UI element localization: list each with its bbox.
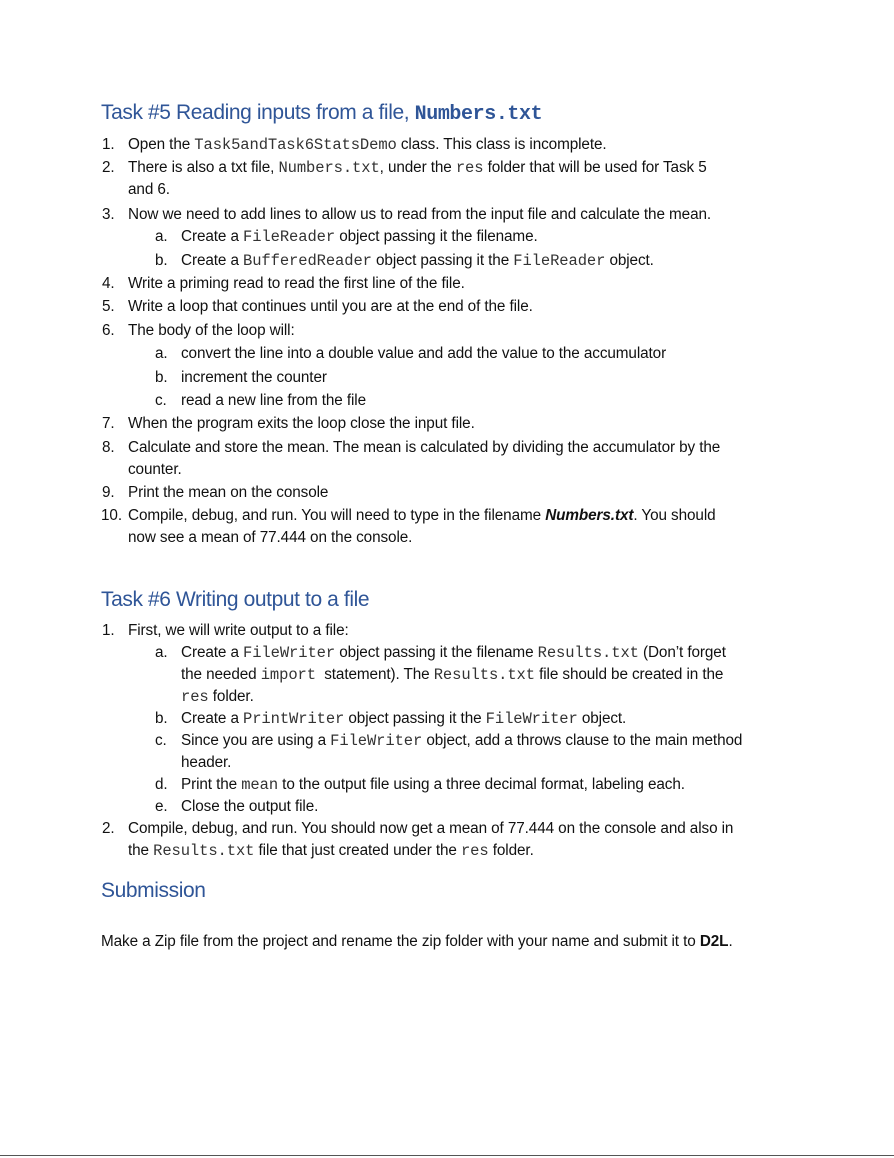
text: , under the <box>379 159 456 176</box>
task5-item7: When the program exits the loop close the input file. <box>128 415 475 432</box>
task5-item1-number: 1. <box>102 136 115 153</box>
task5-item1 <box>128 134 607 156</box>
task5-item9-number: 9. <box>102 484 115 501</box>
task6-item1a <box>181 642 726 664</box>
class-name: PrintWriter <box>243 710 345 728</box>
task6-item2: Compile, debug, and run. You should now get a mean of 77.444 on the console and also in <box>128 820 734 837</box>
task5-item8-continued: counter. <box>128 461 182 478</box>
text: object passing it the <box>344 710 486 727</box>
folder-name: res <box>460 842 489 860</box>
task5-item9: Print the mean on the console <box>128 484 329 501</box>
class-name: FileWriter <box>243 644 336 662</box>
task5-item8-number: 8. <box>102 439 115 456</box>
task5-item10 <box>128 505 716 527</box>
text: statement). The <box>315 666 434 683</box>
task5-item7-number: 7. <box>102 415 115 432</box>
task5-item3b <box>181 250 654 272</box>
submission-heading: Submission <box>101 879 206 902</box>
task6-item1d <box>181 774 685 796</box>
task5-item10-continued: now see a mean of 77.444 on the console. <box>128 529 413 546</box>
submission-text <box>101 931 733 953</box>
task5-item6a-letter: a. <box>155 345 168 362</box>
class-name: BufferedReader <box>243 252 372 270</box>
folder-name: res <box>181 688 209 706</box>
text: folder that will be used for Task 5 <box>483 159 707 176</box>
text: Since you are using a <box>181 732 331 749</box>
text: Create a <box>181 644 244 661</box>
task5-item3b-letter: b. <box>155 252 168 269</box>
task5-item6-number: 6. <box>102 322 115 339</box>
task6-item1b-letter: b. <box>155 710 168 727</box>
task5-item4-number: 4. <box>102 275 115 292</box>
text: (Don’t forget <box>638 644 726 661</box>
text: object passing it the filename <box>335 644 538 661</box>
folder-name: res <box>455 159 484 177</box>
task6-heading: Task #6 Writing output to a file <box>101 588 370 611</box>
file-name: Numbers.txt <box>278 159 380 177</box>
task5-item6b: increment the counter <box>181 369 327 386</box>
text: . You should <box>633 507 716 524</box>
task6-item1c-letter: c. <box>155 732 167 749</box>
text: class. This class is incomplete. <box>396 136 607 153</box>
text: folder. <box>208 688 254 705</box>
task6-item1-number: 1. <box>102 622 115 639</box>
class-name: FileWriter <box>485 710 578 728</box>
task5-item10-number: 10. <box>101 507 122 524</box>
task6-item1b <box>181 708 626 730</box>
task5-item6c: read a new line from the file <box>181 392 367 409</box>
text: file that just created under the <box>254 842 461 859</box>
variable-name: mean <box>241 776 279 794</box>
text: Create a <box>181 252 244 269</box>
text: object passing it the filename. <box>335 228 538 245</box>
text: the <box>128 842 154 859</box>
task6-item1a-line2 <box>181 664 723 686</box>
task5-heading-text: Task #5 Reading inputs from a file, <box>101 101 415 124</box>
file-name: Results.txt <box>537 644 639 662</box>
page-bottom-border <box>0 1155 894 1156</box>
text: folder. <box>488 842 534 859</box>
keyword: import <box>260 666 316 684</box>
text: file should be created in the <box>534 666 724 683</box>
task5-item6b-letter: b. <box>155 369 168 386</box>
file-name: Numbers.txt <box>545 507 634 524</box>
task5-item6a: convert the line into a double value and add the value to the accumulator <box>181 345 667 362</box>
text: object, add a throws clause to the main method <box>422 732 743 749</box>
task6-item1d-letter: d. <box>155 776 168 793</box>
text: . <box>728 933 733 950</box>
task5-item3a-letter: a. <box>155 228 168 245</box>
task5-item4: Write a priming read to read the first line of the file. <box>128 275 465 292</box>
task5-item8: Calculate and store the mean. The mean is calculated by dividing the accumulator by the <box>128 439 721 456</box>
task5-item2 <box>128 157 707 179</box>
text: Compile, debug, and run. You will need to type in the filename <box>128 507 546 524</box>
text: Print the <box>181 776 242 793</box>
task6-item1c <box>181 730 742 752</box>
task6-item1e-letter: e. <box>155 798 168 815</box>
task5-item3-number: 3. <box>102 206 115 223</box>
class-name: FileWriter <box>330 732 423 750</box>
text: object passing it the <box>371 252 514 269</box>
text: Create a <box>181 228 244 245</box>
class-name: Task5andTask6StatsDemo <box>194 136 397 154</box>
task5-item2-continued: and 6. <box>128 181 170 198</box>
text: Open the <box>128 136 195 153</box>
task5-item6c-letter: c. <box>155 392 167 409</box>
task6-item1: First, we will write output to a file: <box>128 622 349 639</box>
platform-name: D2L <box>699 933 729 950</box>
task6-item2-number: 2. <box>102 820 115 837</box>
text: object. <box>605 252 654 269</box>
file-name: Results.txt <box>153 842 255 860</box>
text: Make a Zip file from the project and rename the zip folder with your name and submit it to <box>101 933 700 950</box>
task5-item5-number: 5. <box>102 298 115 315</box>
text: to the output file using a three decimal format, labeling each. <box>278 776 685 793</box>
file-name: Results.txt <box>433 666 535 684</box>
task5-heading-filename: Numbers.txt <box>414 103 543 126</box>
text: Create a <box>181 710 244 727</box>
task6-item2-line2 <box>128 840 534 862</box>
task6-item1e: Close the output file. <box>181 798 319 815</box>
task5-item6: The body of the loop will: <box>128 322 295 339</box>
text: There is also a txt file, <box>128 159 279 176</box>
task5-heading <box>101 101 542 126</box>
task6-item1c-continued: header. <box>181 754 232 771</box>
task6-item1a-line3 <box>181 686 254 708</box>
text: the needed <box>181 666 261 683</box>
task5-item3: Now we need to add lines to allow us to read from the input file and calculate the mean. <box>128 206 712 223</box>
class-name: FileReader <box>243 228 336 246</box>
class-name: FileReader <box>513 252 606 270</box>
text: object. <box>577 710 627 727</box>
task5-item5: Write a loop that continues until you are at the end of the file. <box>128 298 533 315</box>
task5-item2-number: 2. <box>102 159 115 176</box>
task6-item1a-letter: a. <box>155 644 168 661</box>
task5-item3a <box>181 226 538 248</box>
